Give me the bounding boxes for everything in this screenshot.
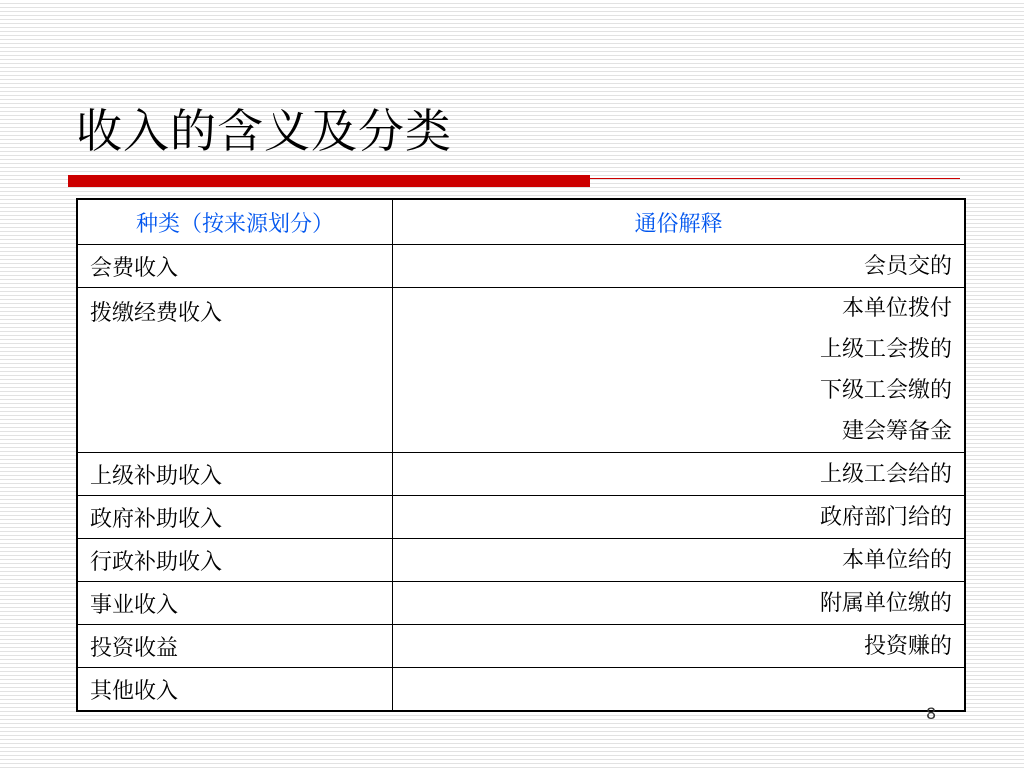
income-type-cell: 投资收益	[77, 625, 393, 668]
explanation-text: 投资赚的	[863, 633, 952, 659]
income-type-cell: 政府补助收入	[77, 496, 393, 539]
explanation-cell	[393, 668, 966, 712]
explanation-text: 本单位拨付	[841, 296, 952, 321]
explanation-cell	[393, 453, 966, 496]
income-type-cell: 上级补助收入	[77, 453, 393, 496]
table-row	[77, 582, 965, 625]
income-type-cell: 行政补助收入	[77, 539, 393, 582]
explanation-cell	[393, 245, 966, 288]
page-number: 8	[926, 704, 937, 723]
table-header-row	[77, 199, 965, 245]
explanation-text: 上级工会给的	[819, 461, 952, 487]
table-row	[77, 245, 965, 288]
title-underline-bar	[68, 175, 590, 187]
explanation-text: 附属单位缴的	[819, 590, 952, 616]
explanation-text: 政府部门给的	[819, 504, 952, 530]
explanation-cell	[393, 496, 966, 539]
explanation-text: 本单位给的	[841, 547, 952, 573]
table-row	[77, 496, 965, 539]
table-row	[77, 539, 965, 582]
explanation-cell	[393, 539, 966, 582]
header-type: 种类（按来源划分）	[77, 199, 393, 245]
title-underline-rule	[590, 178, 960, 179]
income-type-cell: 事业收入	[77, 582, 393, 625]
explanation-cell	[393, 288, 966, 453]
header-explanation: 通俗解释	[393, 199, 966, 245]
explanation-text: 下级工会缴的	[819, 378, 952, 403]
table-row	[77, 668, 965, 712]
table-row	[77, 288, 965, 453]
explanation-text: 建会筹备金	[841, 419, 952, 444]
explanation-cell	[393, 625, 966, 668]
explanation-text: 会员交的	[863, 253, 952, 279]
income-classification-table	[76, 198, 966, 712]
explanation-text: 上级工会拨的	[819, 337, 952, 362]
explanation-cell	[393, 582, 966, 625]
table-row	[77, 625, 965, 668]
slide-title: 收入的含义及分类	[76, 104, 452, 158]
income-type-cell: 拨缴经费收入	[77, 288, 393, 453]
income-type-cell: 其他收入	[77, 668, 393, 712]
income-type-cell: 会费收入	[77, 245, 393, 288]
table-row	[77, 453, 965, 496]
